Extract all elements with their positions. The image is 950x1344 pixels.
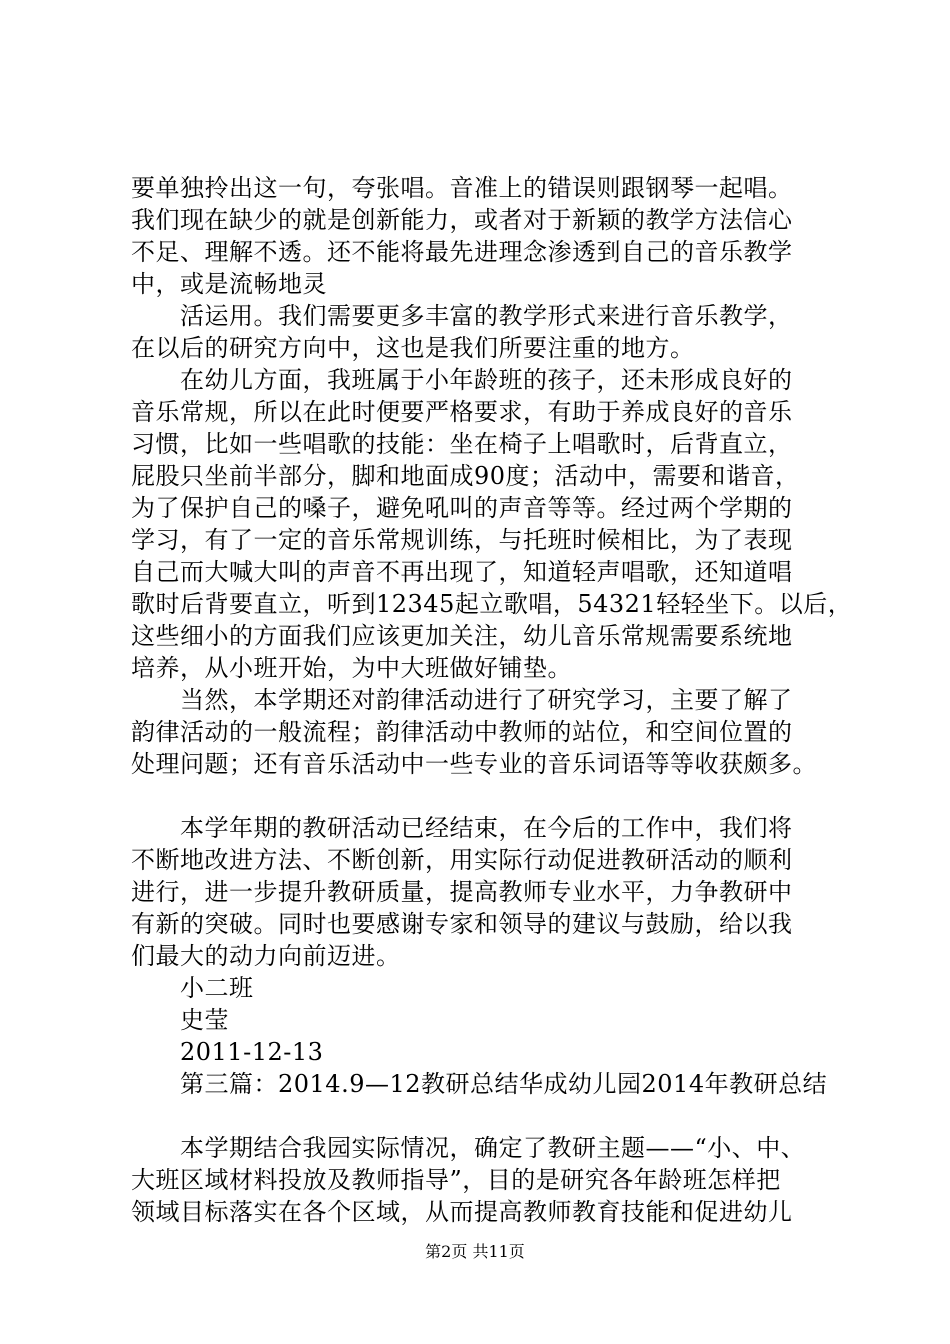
text-line: 韵律活动的一般流程；韵律活动中教师的站位，和空间位置的 (131, 718, 793, 746)
text-line: 不足、理解不透。还不能将最先进理念渗透到自己的音乐教学 (131, 238, 793, 266)
text-line: 要单独拎出这一句，夸张唱。音准上的错误则跟钢琴一起唱。 (131, 174, 793, 202)
text-line: 有新的突破。同时也要感谢专家和领导的建议与鼓励，给以我 (131, 910, 793, 938)
text-line: 中，或是流畅地灵 (131, 270, 327, 298)
text-line: 活运用。我们需要更多丰富的教学形式来进行音乐教学， (180, 302, 793, 330)
page-footer: 第2页 共11页 (425, 1242, 525, 1261)
text-line: 不断地改进方法、不断创新，用实际行动促进教研活动的顺利 (131, 846, 793, 874)
signature-name: 史莹 (180, 1006, 229, 1034)
text-line: 屁股只坐前半部分，脚和地面成90度；活动中，需要和谐音， (131, 462, 800, 490)
text-line: 当然，本学期还对韵律活动进行了研究学习，主要了解了 (180, 686, 793, 714)
text-line: 本学年期的教研活动已经结束，在今后的工作中，我们将 (180, 814, 793, 842)
text-line: 大班区域材料投放及教师指导”，目的是研究各年龄班怎样把 (131, 1166, 781, 1194)
text-line: 自己而大喊大叫的声音不再出现了，知道轻声唱歌，还知道唱 (131, 558, 793, 586)
text-line: 领域目标落实在各个区域，从而提高教师教育技能和促进幼儿 (131, 1198, 793, 1226)
signature-date: 2011-12-13 (180, 1038, 324, 1066)
text-line: 习惯，比如一些唱歌的技能：坐在椅子上唱歌时，后背直立， (131, 430, 793, 458)
text-line: 音乐常规，所以在此时便要严格要求，有助于养成良好的音乐 (131, 398, 793, 426)
text-line: 学习，有了一定的音乐常规训练，与托班时候相比，为了表现 (131, 526, 793, 554)
text-line: 在以后的研究方向中，这也是我们所要注重的地方。 (131, 334, 695, 362)
text-line: 处理问题；还有音乐活动中一些专业的音乐词语等等收获颇多。 (131, 750, 817, 778)
text-line: 本学期结合我园实际情况，确定了教研主题——“小、中、 (180, 1134, 806, 1162)
text-line: 歌时后背要直立，听到12345起立歌唱，54321轻轻坐下。以后， (131, 590, 853, 618)
text-line: 们最大的动力向前迈进。 (131, 942, 401, 970)
text-line: 在幼儿方面，我班属于小年龄班的孩子，还未形成良好的 (180, 366, 793, 394)
text-line: 进行，进一步提升教研质量，提高教师专业水平，力争教研中 (131, 878, 793, 906)
text-line: 为了保护自己的嗓子，避免吼叫的声音等等。经过两个学期的 (131, 494, 793, 522)
signature-class: 小二班 (180, 974, 254, 1002)
section-heading: 第三篇：2014.9—12教研总结华成幼儿园2014年教研总结 (180, 1070, 828, 1098)
text-line: 这些细小的方面我们应该更加关注，幼儿音乐常规需要系统地 (131, 622, 793, 650)
text-line: 我们现在缺少的就是创新能力，或者对于新颖的教学方法信心 (131, 206, 793, 234)
text-line: 培养，从小班开始，为中大班做好铺垫。 (131, 654, 572, 682)
